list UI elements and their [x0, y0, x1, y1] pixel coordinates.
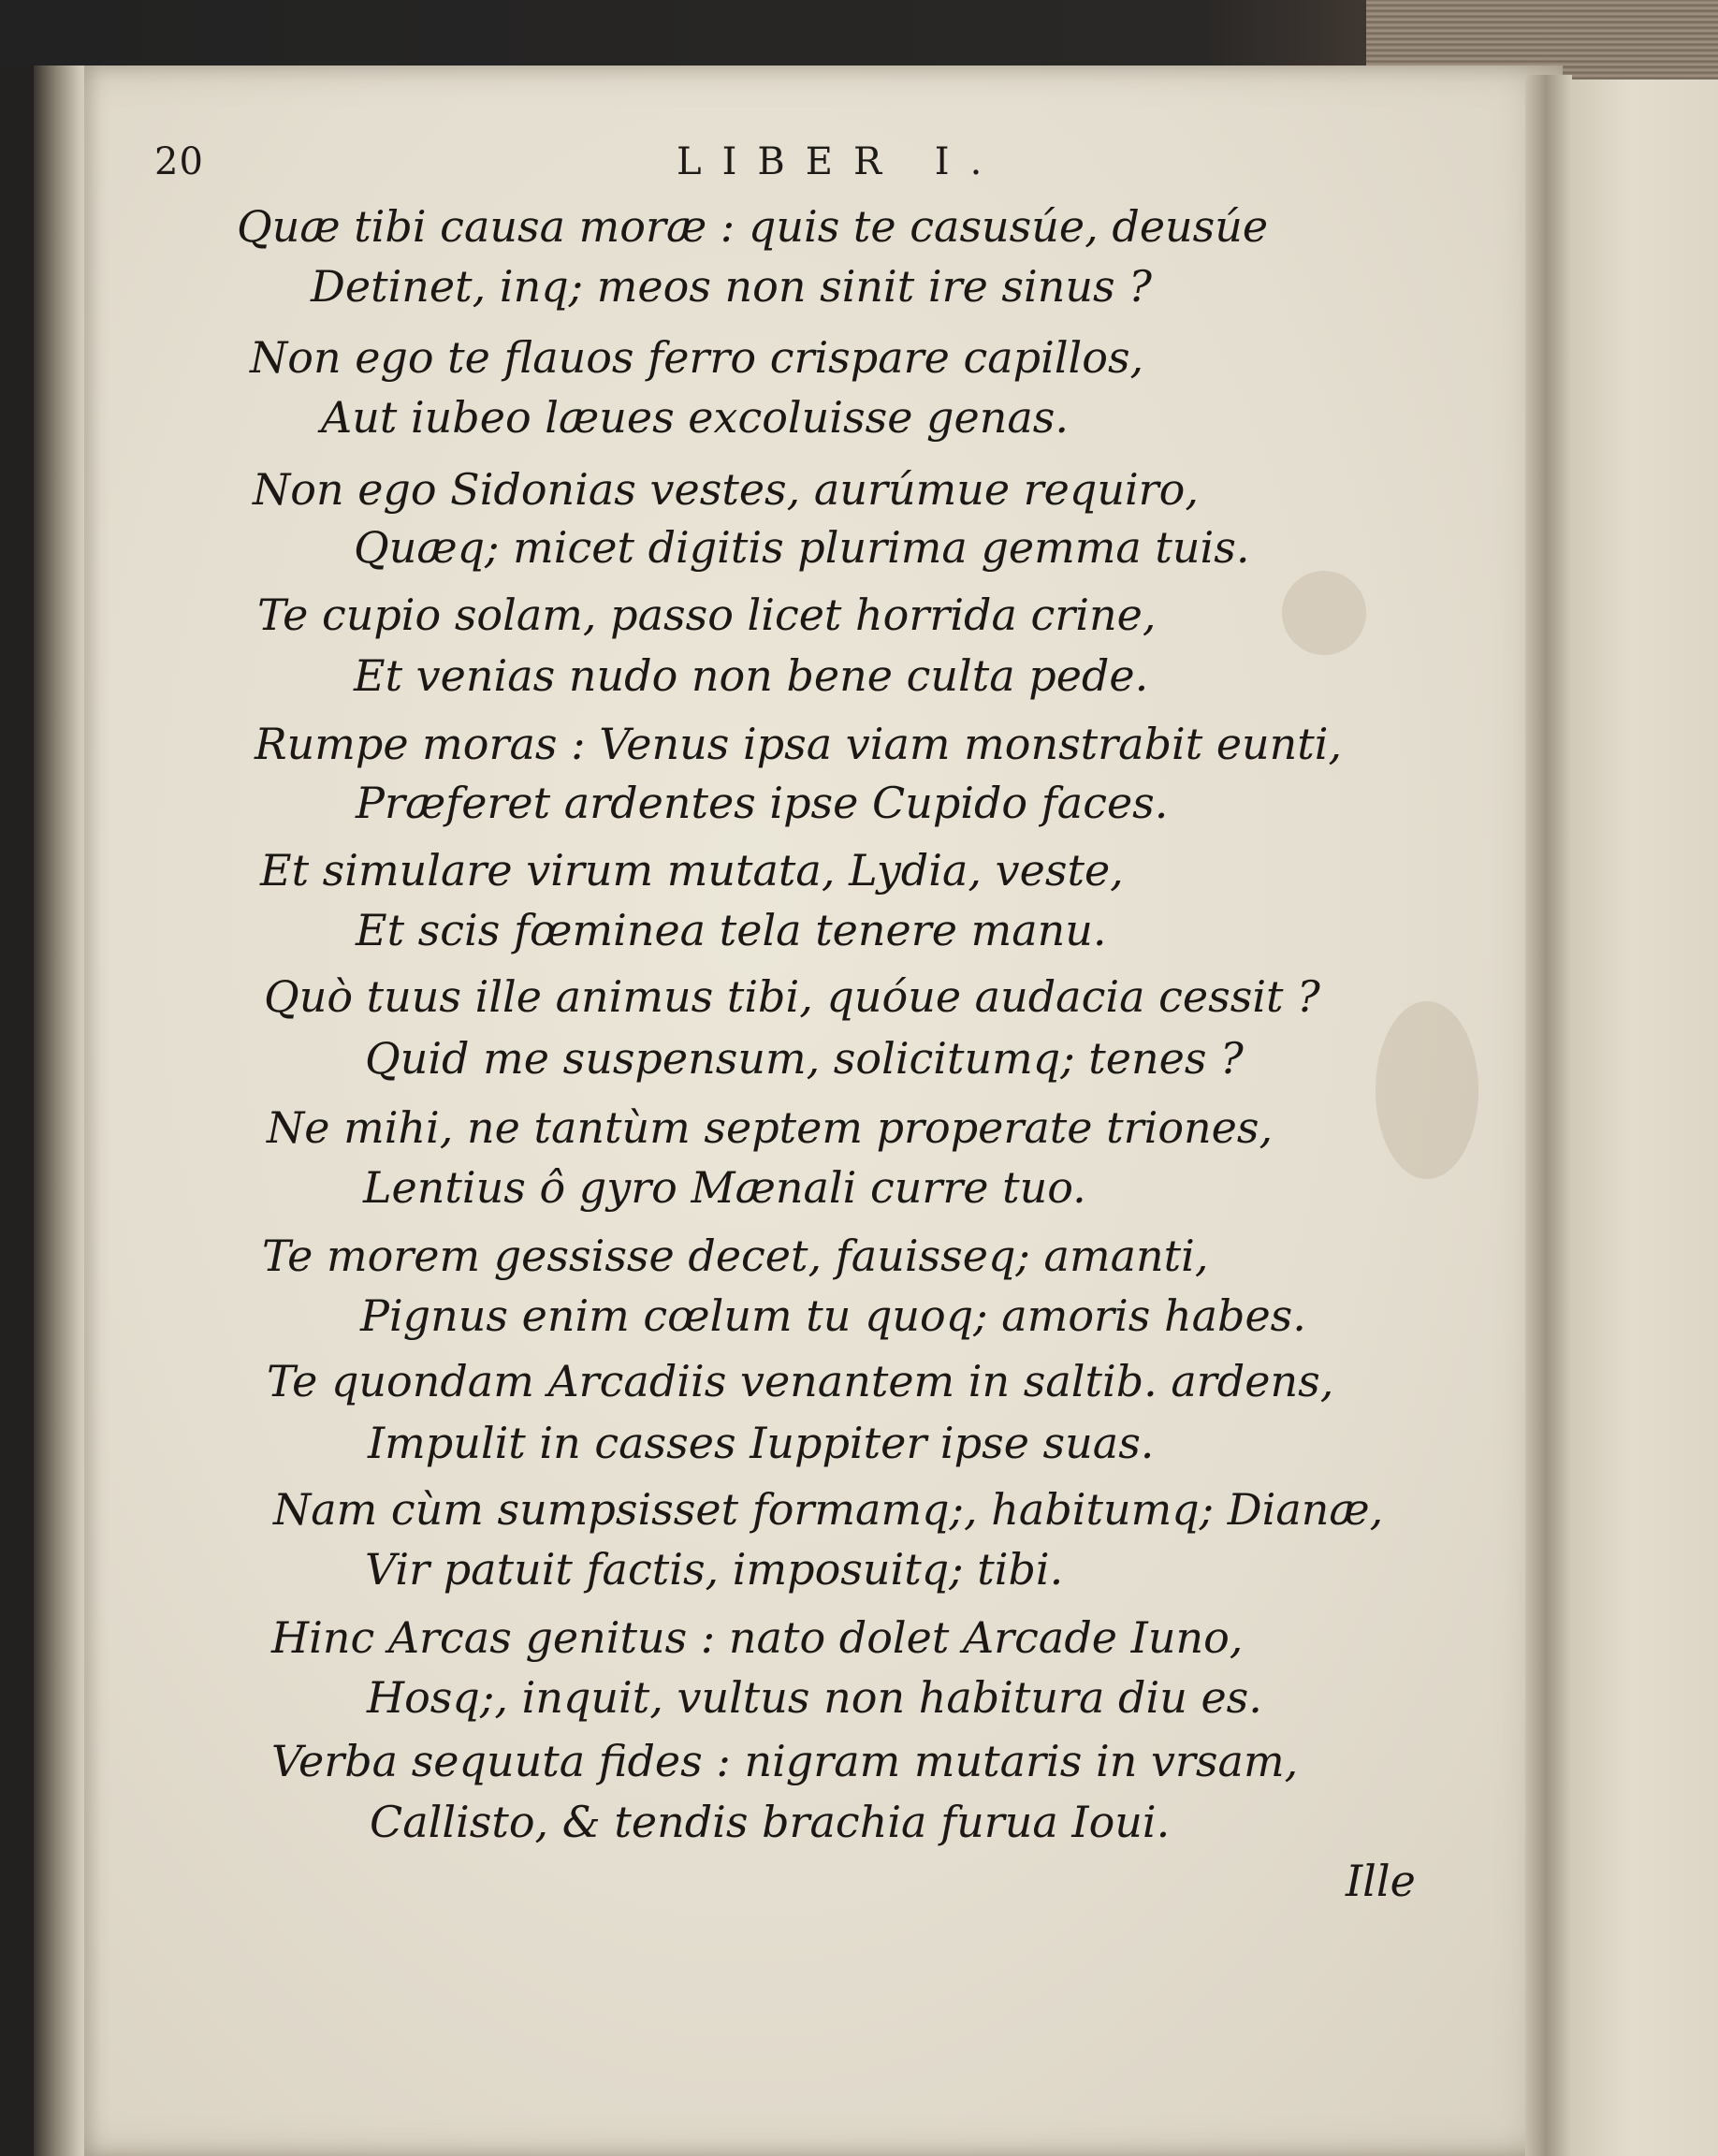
catchword: Ille [1346, 1856, 1416, 1906]
page-gutter [1525, 75, 1572, 2156]
verse-line: Impulit in casses Iuppiter ipse suas. [368, 1418, 1155, 1468]
verse-line: Te morem gessisse decet, fauisseq; amanti, [262, 1231, 1209, 1281]
verse-line: Verba sequuta fides : nigram mutaris in vrsam, [271, 1736, 1299, 1786]
verse-line: Præferet ardentes ipse Cupido faces. [356, 778, 1169, 828]
verse-line: Aut iubeo læues excoluisse genas. [321, 392, 1069, 443]
verse-line: Hinc Arcas genitus : nato dolet Arcade Iuno, [271, 1612, 1244, 1663]
verse-line: Rumpe moras : Venus ipsa viam monstrabit eunti, [255, 719, 1343, 769]
verse-line: Quid me suspensum, solicitumq; tenes ? [365, 1033, 1244, 1084]
verse-line: Nam cùm sumpsisset formamq;, habitumq; Dianæ, [273, 1484, 1384, 1535]
running-head: LIBER I. [677, 140, 1003, 183]
paper-stain [1376, 1001, 1478, 1179]
verse-line: Non ego te flauos ferro crispare capillos, [250, 332, 1144, 383]
verse-line: Pignus enim cœlum tu quoq; amoris habes. [360, 1290, 1306, 1341]
verse-line: Callisto, & tendis brachia furua Ioui. [370, 1797, 1171, 1847]
verse-line: Quæq; micet digitis plurima gemma tuis. [354, 522, 1250, 573]
verse-line: Lentius ô gyro Mænali curre tuo. [363, 1162, 1086, 1213]
verse-line: Vir patuit factis, imposuitq; tibi. [365, 1544, 1064, 1595]
paper-stain [1282, 571, 1366, 655]
verse-line: Detinet, inq; meos non sinit ire sinus ? [311, 261, 1152, 312]
facing-page-fragment [1694, 197, 1712, 228]
verse-line: Te cupio solam, passo licet horrida crine, [257, 590, 1157, 640]
verse-line: Quæ tibi causa moræ : quis te casusúe, deusúe [237, 201, 1269, 252]
verse-line: Hosq;, inquit, vultus non habitura diu es. [367, 1672, 1262, 1723]
verse-line: Et venias nudo non bene culta pede. [354, 650, 1149, 701]
verse-line: Ne mihi, ne tantùm septem properate triones, [267, 1102, 1274, 1153]
verse-line: Te quondam Arcadiis venantem in saltib. ardens, [267, 1356, 1334, 1406]
page-number: 20 [154, 140, 204, 183]
verse-line: Non ego Sidonias vestes, aurúmue requiro, [253, 464, 1199, 515]
verse-line: Quò tuus ille animus tibi, quóue audacia cessit ? [264, 971, 1320, 1022]
verse-line: Et scis fœminea tela tenere manu. [356, 905, 1107, 955]
verse-line: Et simulare virum mutata, Lydia, veste, [260, 845, 1124, 896]
page-header [0, 140, 1104, 197]
facing-page [1572, 80, 1718, 2156]
